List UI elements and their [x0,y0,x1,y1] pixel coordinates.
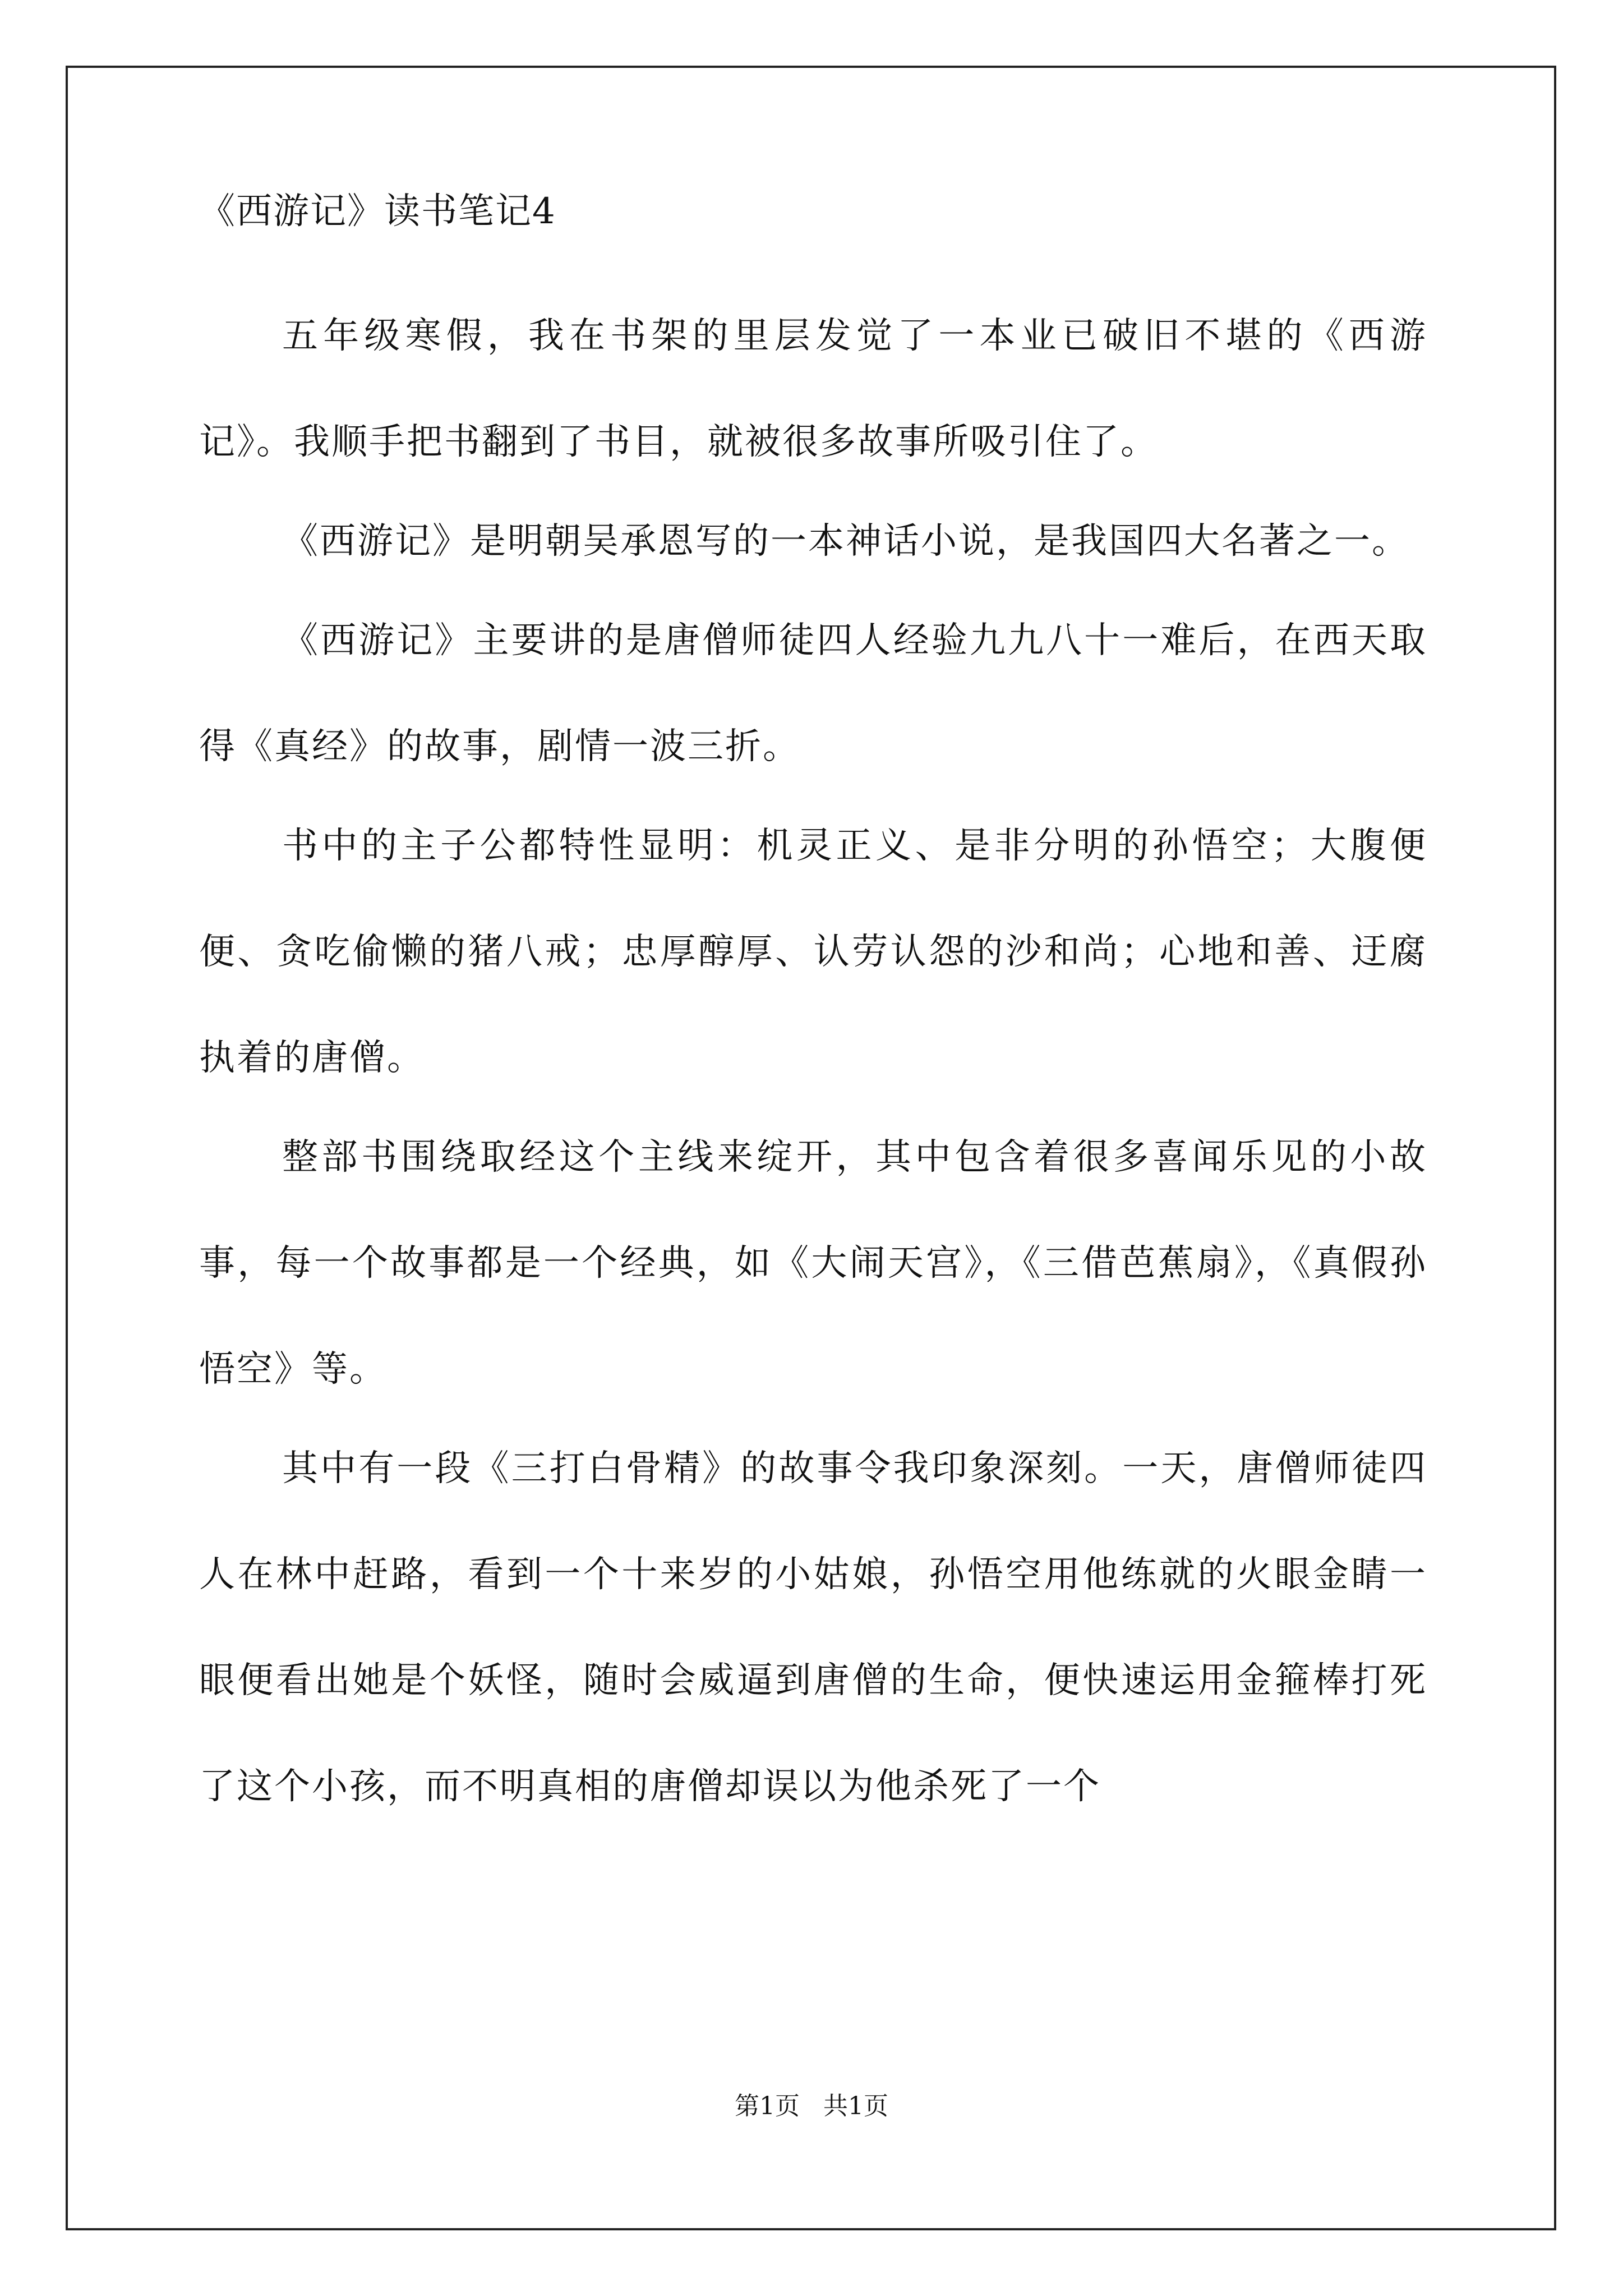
paragraph-5: 整部书围绕取经这个主线来绽开，其中包含着很多喜闻乐见的小故事，每一个故事都是一个经典，如《大闹天宫》，《三借芭蕉扇》，《真假孙悟空》等。 [199,1137,1427,1390]
page-footer: 第1页 共1页 [735,2092,888,2120]
paragraph-1: 五年级寒假，我在书架的里层发觉了一本业已破旧不堪的《西游记》。我顺手把书翻到了书目，就被很多故事所吸引住了。 [199,315,1427,463]
paragraph-2: 《西游记》是明朝吴承恩写的一本神话小说，是我国四大名著之一。 [282,521,1409,562]
paragraph-4: 书中的主子公都特性显明：机灵正义、是非分明的孙悟空；大腹便便、贪吃偷懒的猪八戒；忠厚醇厚、认劳认怨的沙和尚；心地和善、迂腐执着的唐僧。 [199,825,1427,1079]
paragraph-3: 《西游记》主要讲的是唐僧师徒四人经验九九八十一难后，在西天取得《真经》的故事，剧情一波三折。 [199,620,1427,767]
paragraph-6: 其中有一段《三打白骨精》的故事令我印象深刻。一天，唐僧师徒四人在林中赶路，看到一个十来岁的小姑娘，孙悟空用他练就的火眼金睛一眼便看出她是个妖怪，随时会威逼到唐僧的生命，便快速运用金箍棒打死了这个小孩，而不明真相的唐僧却误以为他杀死了一个 [199,1448,1427,1807]
document-body [199,191,1427,1840]
document-title: 《西游记》读书笔记4 [199,191,556,232]
